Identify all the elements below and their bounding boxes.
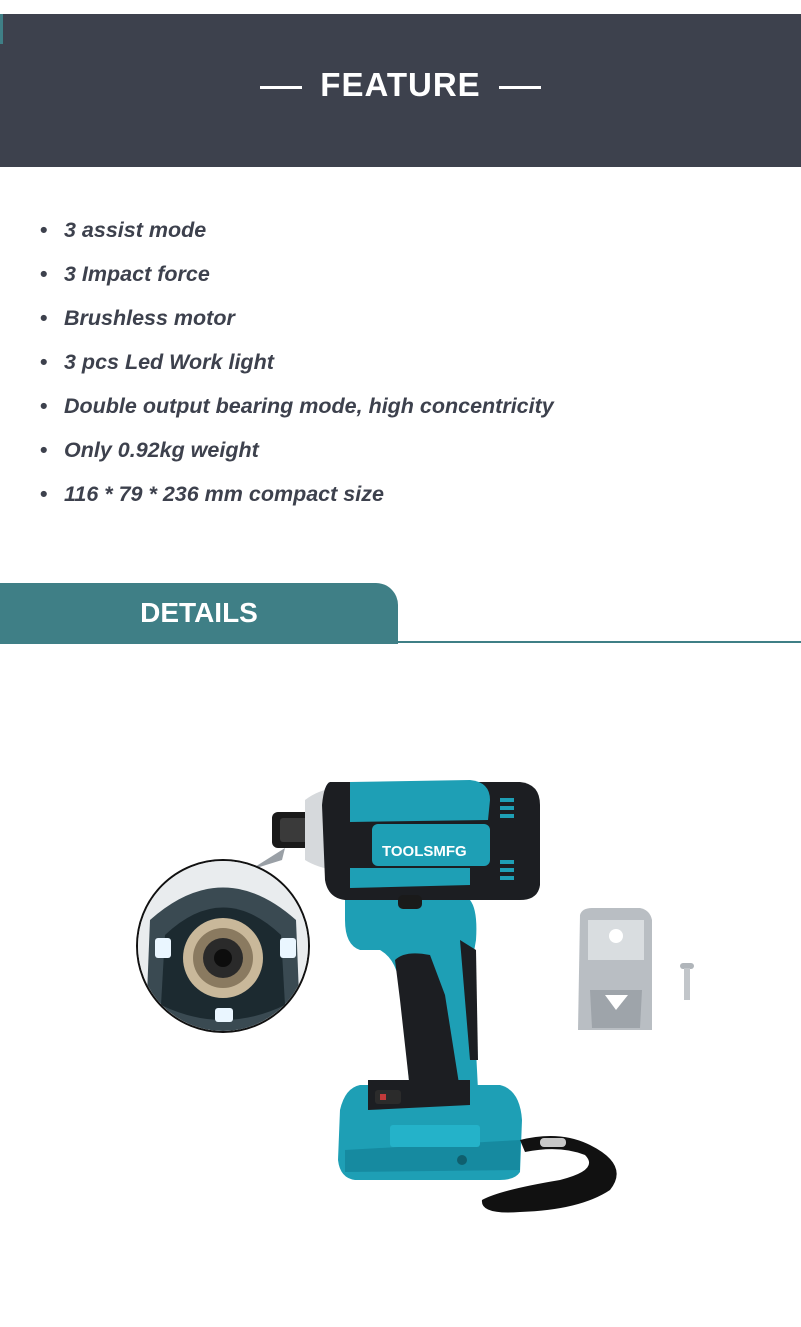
heading-dash-right	[499, 86, 541, 89]
bullet-icon: •	[40, 306, 48, 330]
bullet-icon: •	[40, 482, 48, 506]
feature-item	[40, 298, 554, 342]
feature-item-text: 3 assist mode	[64, 218, 207, 242]
feature-heading	[0, 66, 801, 104]
feature-item	[40, 254, 554, 298]
led-closeup-image	[137, 848, 309, 1040]
feature-item	[40, 474, 554, 518]
feature-item-text: 3 Impact force	[64, 262, 210, 286]
feature-item-text: Brushless motor	[64, 306, 235, 330]
bullet-icon: •	[40, 438, 48, 462]
bullet-icon: •	[40, 262, 48, 286]
impact-driver-image	[272, 780, 617, 1213]
feature-item	[40, 386, 554, 430]
feature-item	[40, 430, 554, 474]
screw-image	[680, 963, 694, 1000]
feature-item-text: Only 0.92kg weight	[64, 438, 259, 462]
details-title: DETAILS	[140, 597, 258, 628]
details-tab	[0, 583, 398, 644]
feature-list	[40, 210, 554, 518]
heading-dash-left	[260, 86, 302, 89]
feature-item-text: 3 pcs Led Work light	[64, 350, 274, 374]
feature-item-text: 116 * 79 * 236 mm compact size	[64, 482, 384, 506]
banner-accent	[0, 14, 3, 44]
product-illustration	[0, 760, 801, 1230]
feature-item	[40, 342, 554, 386]
bullet-icon: •	[40, 394, 48, 418]
belt-clip-image	[578, 908, 652, 1030]
bullet-icon: •	[40, 350, 48, 374]
feature-banner	[0, 14, 801, 167]
feature-title: FEATURE	[320, 66, 481, 103]
feature-item	[40, 210, 554, 254]
feature-item-text: Double output bearing mode, high concentricity	[64, 394, 554, 418]
brand-logo: TOOLSMFG	[382, 843, 467, 860]
bullet-icon: •	[40, 218, 48, 242]
